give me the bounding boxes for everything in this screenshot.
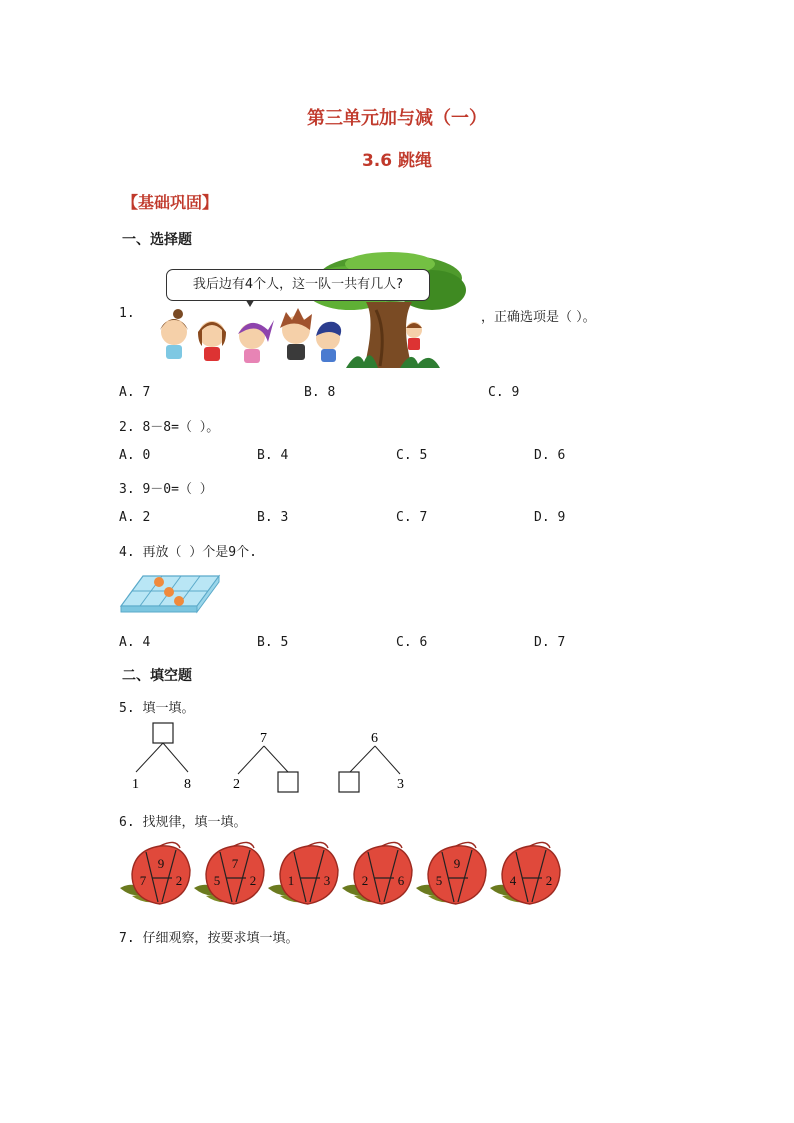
q4-text: 4. 再放（ ）个是9个.: [119, 545, 257, 560]
peach-4: [342, 842, 412, 904]
q3-option-c[interactable]: C. 7: [396, 510, 428, 525]
peach-left-number: 7: [139, 873, 147, 888]
number-bond-3: [339, 731, 404, 792]
q1-option-b[interactable]: B. 8: [304, 385, 336, 400]
number-bonds: [120, 718, 420, 796]
speech-bubble: 我后边有4个人，这一队一共有几人?: [166, 269, 430, 301]
q2-option-a[interactable]: A. 0: [119, 448, 151, 463]
child-2: [198, 321, 226, 361]
part2-title: 二、填空题: [122, 668, 192, 684]
q4-option-a[interactable]: A. 4: [119, 635, 151, 650]
q2-text: 2. 8－8=（ ）。: [119, 420, 220, 435]
q1-option-c[interactable]: C. 9: [488, 385, 520, 400]
peach-right-number: 2: [175, 873, 183, 888]
bond-1-right: 8: [184, 777, 191, 792]
peach-top-number: 9: [157, 856, 165, 871]
bond-2-top: 7: [260, 731, 267, 746]
peach-top-number: 7: [231, 856, 239, 871]
number-bond-2: [233, 731, 298, 792]
peach-6: [490, 842, 560, 904]
q4-option-b[interactable]: B. 5: [257, 635, 289, 650]
peach-left-number: 5: [435, 873, 443, 888]
bond-3-right: 3: [397, 777, 404, 792]
q3-option-a[interactable]: A. 2: [119, 510, 151, 525]
ball-1: [154, 577, 164, 587]
peach-left-number: 4: [509, 873, 517, 888]
peach-right-number: 2: [249, 873, 257, 888]
peach-5: [416, 842, 486, 904]
peach-right-number: 6: [397, 873, 405, 888]
lesson-title: 3.6 跳绳: [361, 151, 433, 171]
bond-2-left: 2: [233, 777, 240, 792]
q3-text: 3. 9－0=（ ）: [119, 482, 213, 497]
peach-left-number: 5: [213, 873, 221, 888]
ball-2: [164, 587, 174, 597]
part1-title: 一、选择题: [122, 232, 192, 248]
answer-box: [339, 772, 359, 792]
q4-option-c[interactable]: C. 6: [396, 635, 428, 650]
child-4: [280, 308, 312, 360]
answer-box: [278, 772, 298, 792]
q1-number: 1.: [119, 306, 135, 321]
q5-text: 5. 填一填。: [119, 701, 195, 716]
unit-title: 第三单元加与减（一）: [307, 108, 487, 129]
q1-option-a[interactable]: A. 7: [119, 385, 151, 400]
peach-3: [268, 842, 338, 904]
peach-left-number: 2: [361, 873, 369, 888]
q3-option-b[interactable]: B. 3: [257, 510, 289, 525]
ball-3: [174, 596, 184, 606]
q2-option-c[interactable]: C. 5: [396, 448, 428, 463]
q3-option-d[interactable]: D. 9: [534, 510, 566, 525]
q2-option-b[interactable]: B. 4: [257, 448, 289, 463]
q2-option-d[interactable]: D. 6: [534, 448, 566, 463]
bond-1-left: 1: [132, 777, 139, 792]
q7-text: 7. 仔细观察，按要求填一填。: [119, 931, 299, 946]
peach-right-number: 2: [545, 873, 553, 888]
child-3: [238, 320, 274, 363]
child-5: [316, 322, 341, 362]
bond-3-top: 6: [371, 731, 378, 746]
grid-tray-image: [119, 572, 221, 614]
q6-text: 6. 找规律，填一填。: [119, 815, 247, 830]
peach-right-number: 3: [323, 873, 331, 888]
peach-1: [120, 842, 190, 904]
q1-suffix: ，正确选项是（ ）。: [481, 310, 596, 325]
child-6: [406, 322, 422, 350]
child-1: [160, 309, 188, 359]
peach-2: [194, 842, 264, 904]
peach-left-number: 1: [287, 873, 295, 888]
peach-top-number: 9: [453, 856, 461, 871]
q4-option-d[interactable]: D. 7: [534, 635, 566, 650]
answer-box: [153, 723, 173, 743]
number-bond-1: [132, 723, 191, 792]
peach-row: [118, 840, 568, 912]
section-label: 【基础巩固】: [122, 193, 219, 212]
